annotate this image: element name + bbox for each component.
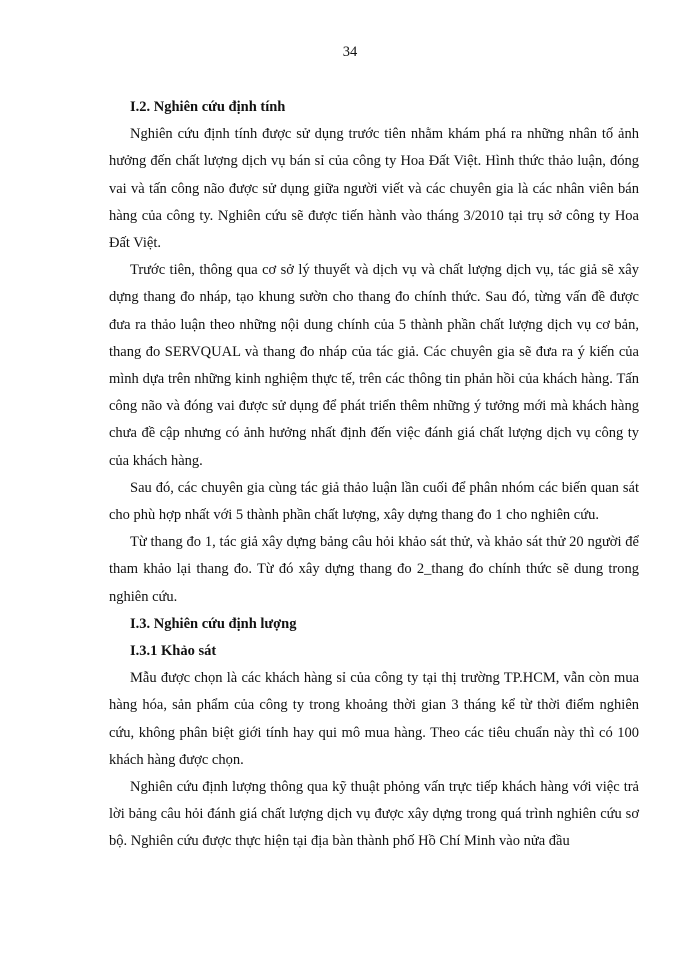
paragraph: Nghiên cứu định tính được sử dụng trước tiên nhằm khám phá ra những nhân tố ảnh hưởng đến chất lượng dịch vụ bán sỉ của công ty Hoa Đất Việt. Hình thức thảo luận, đóng vai và tấn công não được sử dụng giữa người viết và các chuyên gia là các nhân viên bán hàng của công ty. Nghiên cứu sẽ được tiến hành vào tháng 3/2010 tại trụ sở công ty Hoa Đất Việt. — [109, 126, 639, 252]
paragraph: Sau đó, các chuyên gia cùng tác giả thảo luận lần cuối để phân nhóm các biến quan sát cho phù hợp nhất với 5 thành phần chất lượng, xây dựng thang đo 1 cho nghiên cứu. — [109, 479, 639, 524]
paragraph: Mẫu được chọn là các khách hàng sỉ của công ty tại thị trường TP.HCM, vẫn còn mua hàng hóa, sản phẩm của công ty trong khoảng thời gian 3 tháng kể từ thời điểm nghiên cứu, không phân biệt giới tính hay qui mô mua hàng. Theo các tiêu chuẩn này thì có 100 khách hàng được chọn. — [109, 670, 639, 768]
page-content — [109, 94, 639, 856]
section-heading-quantitative: I.3. Nghiên cứu định lượng — [130, 615, 297, 632]
subsection-heading-survey: I.3.1 Khảo sát — [130, 643, 217, 660]
paragraph: Từ thang đo 1, tác giả xây dựng bảng câu hỏi khảo sát thử, và khảo sát thử 20 người để tham khảo lại thang đo. Từ đó xây dựng thang đo 2_thang đo chính thức sẽ dung trong nghiên cứu. — [109, 534, 639, 605]
section-heading-qualitative: I.2. Nghiên cứu định tính — [130, 99, 286, 115]
paragraph: Nghiên cứu định lượng thông qua kỹ thuật phỏng vấn trực tiếp khách hàng với việc trả lời bảng câu hỏi đánh giá chất lượng dịch vụ được xây dựng trong quá trình nghiên cứu sơ bộ. Nghiên cứu được thực hiện tại địa bàn thành phố Hồ Chí Minh vào nửa đầu — [109, 779, 639, 850]
page-number: 34 — [342, 44, 358, 60]
paragraph: Trước tiên, thông qua cơ sở lý thuyết và dịch vụ và chất lượng dịch vụ, tác giả sẽ xây dựng thang đo nháp, tạo khung sườn cho thang đo chính thức. Sau đó, từng vấn đề được đưa ra thảo luận theo những nội dung chính của 5 thành phần chất lượng dịch vụ cơ bản, thang đo SERVQUAL và thang đo nháp của tác giả. Các chuyên gia sẽ đưa ra ý kiến của mình dựa trên những kinh nghiệm thực tế, trên các thông tin phản hồi của khách hàng. Tấn công não và đóng vai được sử dụng để phát triển thêm những ý tưởng mới mà khách hàng chưa đề cập nhưng có ảnh hưởng nhất định đến việc đánh giá chất lượng dịch vụ công ty của khách hàng. — [109, 262, 639, 469]
